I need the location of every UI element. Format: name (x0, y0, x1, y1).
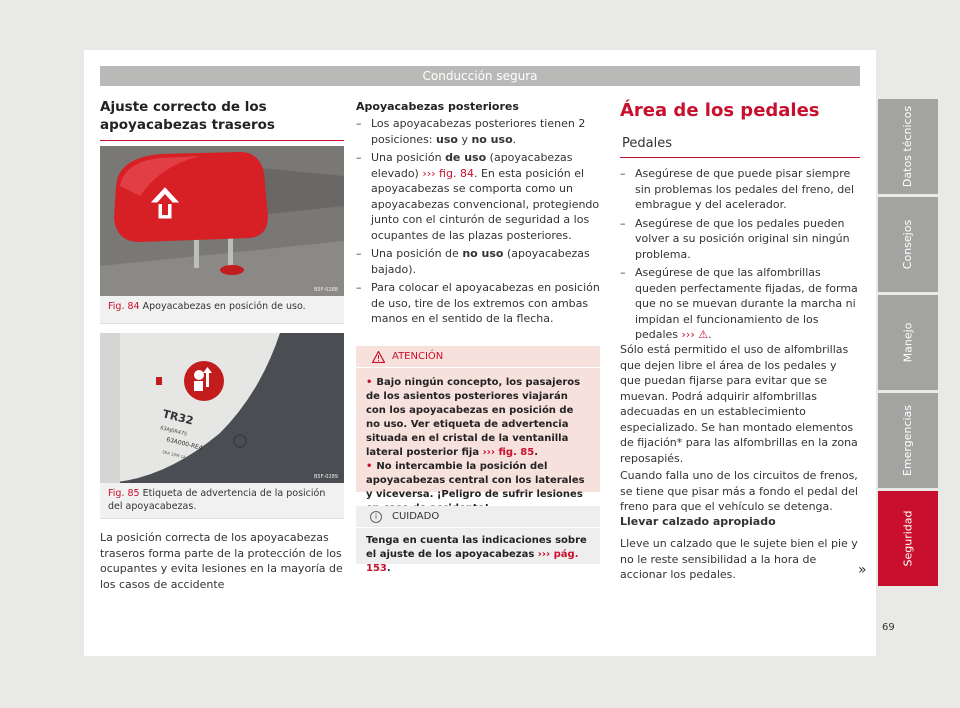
footwear-heading: Llevar calzado apropiado (620, 515, 776, 528)
headrest-list (356, 116, 600, 330)
warning-body (356, 368, 600, 516)
tab-datos-tecnicos[interactable]: Datos técnicos (878, 99, 938, 194)
figure-label: Fig. 84 (108, 301, 140, 312)
caution-title: CUIDADO (392, 511, 440, 522)
list-item: – Asegúrese de que las alfombrillas queden perfectamente fijadas, de forma que no se muevan durante la marcha ni impidan el funcionamiento de los pedales ››› ⚠. (620, 265, 860, 343)
figure-85 (100, 333, 344, 519)
tab-consejos[interactable]: Consejos (878, 197, 938, 292)
warning-header (356, 346, 600, 368)
caption-text: Apoyacabezas en posición de uso. (142, 301, 306, 312)
pedal-area-title: Área de los pedales (620, 100, 820, 121)
list-item: – Para colocar el apoyacabezas en posición de uso, tire de los extremos con ambas manos en el sentido de la flecha. (356, 280, 600, 327)
continue-arrow: » (858, 562, 867, 578)
info-icon: i (370, 511, 382, 523)
warning-item: • Bajo ningún concepto, los pasajeros de los asientos posteriores viajarán con los apoyacabezas en posición de no uso. Ver etiqueta de advertencia situada en el cristal de la ventanilla lateral posterior fija ››› fig. 85. (366, 377, 581, 458)
warning-link[interactable]: ››› (681, 328, 695, 341)
caution-body: Tenga en cuenta las indicaciones sobre el ajuste de los apoyacabezas ››› pág. 153. (366, 535, 587, 574)
sticker-text-3: 63A000-RE4 (165, 436, 204, 452)
warning-box (356, 346, 600, 500)
subsection-title: Apoyacabezas posteriores (356, 100, 519, 113)
fig84-link[interactable]: ››› fig. 84 (422, 166, 474, 180)
tab-seguridad[interactable]: Seguridad (878, 491, 938, 586)
caution-header (356, 506, 600, 528)
list-item: – Asegúrese de que los pedales pueden volver a su posición original sin ningún problema. (620, 216, 860, 263)
mats-paragraph: Sólo está permitido el uso de alfombrillas que dejen libre el área de los pedales y que puedan fijarse para evitar que se muevan. Podrá adquirir alfombrillas adecuadas en un establecimiento especializado. Se han montado elementos de fijación* para las alfombrillas en la zona reposapiés. (620, 343, 858, 465)
fig85-link[interactable]: ››› fig. 85 (482, 447, 535, 458)
page-153-link[interactable]: ››› pág. 153 (366, 549, 579, 574)
warning-item: • No intercambie la posición del apoyacabezas central con los laterales y viceversa. ¡Peligro de sufrir lesiones (366, 461, 585, 500)
section-title: Ajuste correcto de los apoyacabezas traseros (100, 98, 344, 141)
figure-84 (100, 146, 344, 324)
list-item: – Los apoyacabezas posteriores tienen 2 posiciones: uso y no uso. (356, 116, 600, 147)
figure-label: Fig. 85 (108, 488, 140, 499)
caption-text: Etiqueta de advertencia de la posición del apoyacabezas. (108, 488, 326, 512)
list-item: – Asegúrese de que puede pisar siempre sin problemas los pedales del freno, del embrague y del acelerador. (620, 166, 860, 213)
figure-code: B5F-0288 (313, 287, 338, 293)
warning-triangle-icon: ⚠ (698, 328, 709, 341)
sticker-text-1: TR32 (161, 407, 195, 428)
sticker-text-2: 63AJ0R475 (159, 425, 188, 438)
figure-caption (100, 483, 344, 513)
page-number: 69 (882, 622, 895, 633)
list-item: – Una posición de no uso (apoyacabezas bajado). (356, 246, 600, 277)
tab-emergencias[interactable]: Emergencias (878, 393, 938, 488)
warning-triangle-icon (372, 351, 385, 363)
intro-paragraph: La posición correcta de los apoyacabezas traseros forma parte de la protección de los ocupantes y evita lesiones en la mayoría de los casos de accidente (100, 531, 343, 591)
caution-box (356, 506, 600, 574)
brake-paragraph: Cuando falla uno de los circuitos de frenos, se tiene que pisar más a fondo el pedal del freno para que el vehículo se detenga. (620, 469, 858, 513)
tab-manejo[interactable]: Manejo (878, 295, 938, 390)
figure-code: B5F-0289 (313, 474, 338, 480)
warning-title: ATENCIÓN (392, 351, 444, 362)
sticker-text-4: SEA 10M 1AA 00 (161, 449, 196, 463)
pedal-list (620, 166, 860, 346)
page-header: Conducción segura (100, 66, 860, 86)
figure-caption (100, 296, 344, 313)
sticker-text-5: E (205, 463, 211, 470)
list-item: – Una posición de uso (apoyacabezas elevado) ››› fig. 84. En esta posición el apoyacabezas se comporta como un apoyacabezas convencional, protegiendo junto con el cinturón de seguridad a los ocupantes de las plazas posteriores. (356, 150, 600, 243)
pedals-subtitle: Pedales (620, 136, 860, 158)
headrest-photo (100, 146, 344, 296)
footwear-paragraph: Lleve un calzado que le sujete bien el pie y no le reste sensibilidad a la hora de accionar los pedales. (620, 537, 858, 581)
label-photo (100, 333, 344, 483)
